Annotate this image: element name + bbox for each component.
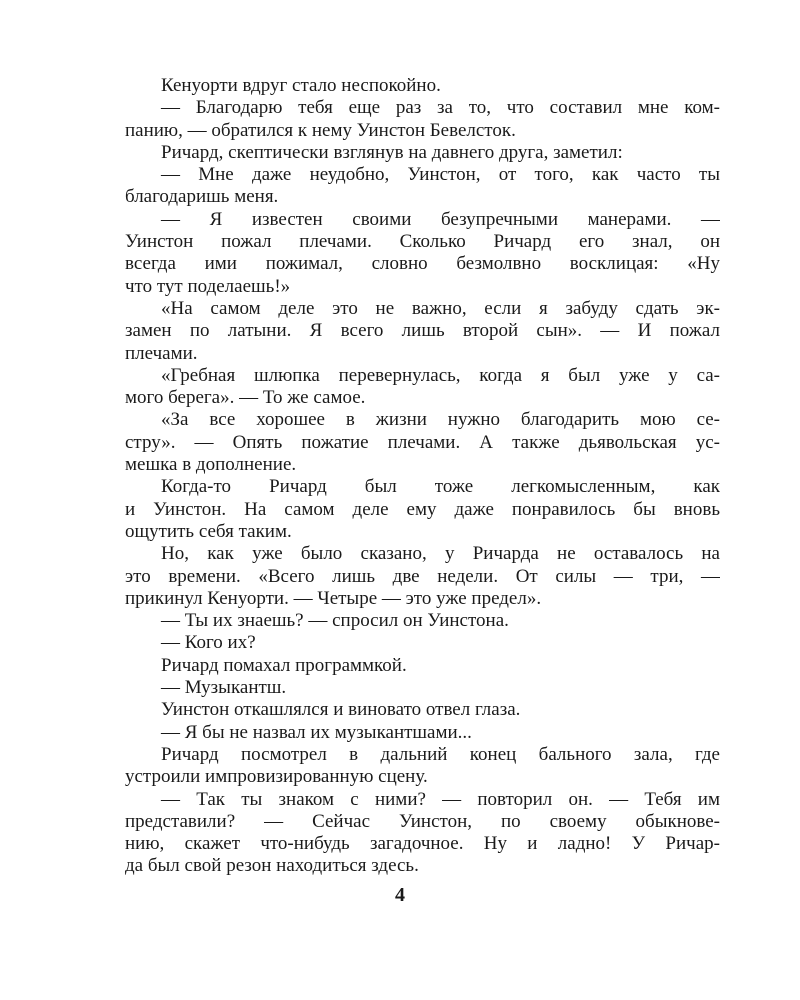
text-line: прикинул Кенуорти. — Четыре — это уже предел». xyxy=(125,587,542,609)
text-line: стру». — Опять пожатие плечами. А также дьявольская ус- xyxy=(125,431,720,453)
text-line: Ричард посмотрел в дальний конец бального зала, где xyxy=(161,743,720,765)
text-line: — Я бы не назвал их музыкантшами... xyxy=(161,721,472,743)
text-line: — Ты их знаешь? — спросил он Уинстона. xyxy=(161,610,509,632)
text-line: мого берега». — То же самое. xyxy=(125,387,366,409)
text-line: Уинстон пожал плечами. Сколько Ричард его знал, он xyxy=(125,231,720,253)
page-number: 4 xyxy=(395,884,405,906)
text-line: Ричард помахал программкой. xyxy=(161,654,407,676)
text-line: да был свой резон находиться здесь. xyxy=(125,855,419,877)
text-line: Но, как уже было сказано, у Ричарда не оставалось на xyxy=(161,543,720,565)
text-line: — Так ты знаком с ними? — повторил он. — Тебя им xyxy=(161,788,720,810)
text-line: мешка в дополнение. xyxy=(125,454,297,476)
text-line: устроили импровизированную сцену. xyxy=(125,766,428,788)
text-line: нию, скажет что-нибудь загадочное. Ну и ладно! У Ричар- xyxy=(125,833,720,855)
text-line: замен по латыни. Я всего лишь второй сын». — И пожал xyxy=(125,320,720,342)
text-line: Ричард, скептически взглянув на давнего друга, заметил: xyxy=(161,141,623,163)
text-line: Когда-то Ричард был тоже легкомысленным, как xyxy=(161,476,720,498)
text-line: Уинстон откашлялся и виновато отвел глаза. xyxy=(161,699,521,721)
text-line: всегда ими пожимал, словно безмолвно восклицая: «Ну xyxy=(125,253,720,275)
text-line: — Кого их? xyxy=(161,632,256,654)
text-line: это времени. «Всего лишь две недели. От силы — три, — xyxy=(125,565,720,587)
text-line: благодаришь меня. xyxy=(125,186,279,208)
text-line: «На самом деле это не важно, если я забуду сдать эк- xyxy=(161,297,720,319)
text-line: — Музыкантш. xyxy=(161,677,287,699)
text-line: что тут поделаешь!» xyxy=(125,275,291,297)
text-line: — Я известен своими безупречными манерами. — xyxy=(161,208,720,230)
text-line: — Мне даже неудобно, Уинстон, от того, как часто ты xyxy=(161,164,720,186)
text-line: — Благодарю тебя еще раз за то, что составил мне ком- xyxy=(161,97,720,119)
text-line: «За все хорошее в жизни нужно благодарить мою се- xyxy=(161,409,720,431)
text-line: и Уинстон. На самом деле ему даже понравилось бы вновь xyxy=(125,498,720,520)
text-line: ощутить себя таким. xyxy=(125,520,292,542)
body-text xyxy=(125,75,720,878)
text-line: панию, — обратился к нему Уинстон Бевелсток. xyxy=(125,119,516,141)
text-line: «Гребная шлюпка перевернулась, когда я был уже у са- xyxy=(161,364,720,386)
text-line: Кенуорти вдруг стало неспокойно. xyxy=(161,75,441,96)
text-line: плечами. xyxy=(125,342,198,364)
text-line: представили? — Сейчас Уинстон, по своему обыкнове- xyxy=(125,810,720,832)
